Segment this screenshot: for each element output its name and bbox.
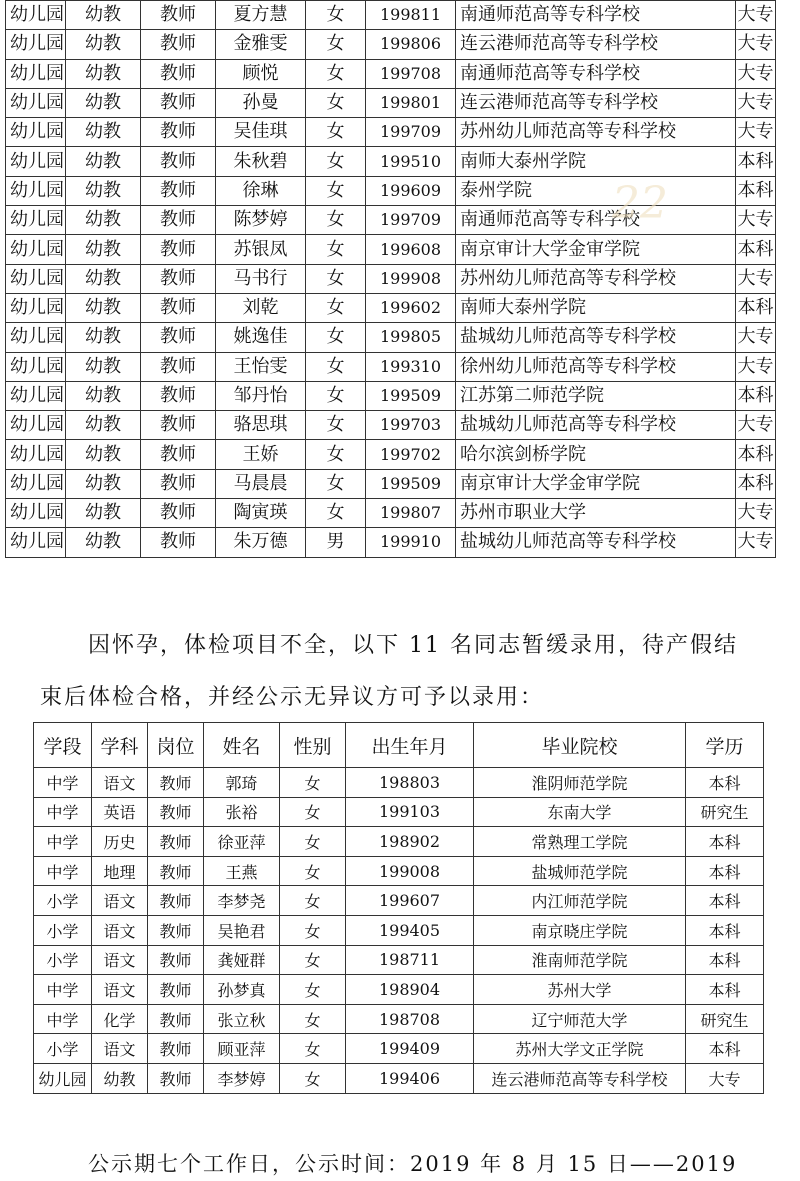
table-cell: 女 bbox=[306, 1, 366, 30]
table-cell: 小学 bbox=[34, 945, 92, 975]
table-cell: 198708 bbox=[346, 1004, 474, 1034]
table-cell: 大专 bbox=[736, 264, 776, 293]
table-cell: 女 bbox=[306, 264, 366, 293]
table-row bbox=[34, 768, 764, 798]
table-cell: 女 bbox=[306, 176, 366, 205]
table-cell: 大专 bbox=[686, 1063, 764, 1093]
table-cell: 199805 bbox=[366, 323, 456, 352]
table-row bbox=[6, 381, 776, 410]
table-cell: 本科 bbox=[686, 856, 764, 886]
table-row bbox=[6, 469, 776, 498]
table-cell: 本科 bbox=[686, 768, 764, 798]
table-cell: 女 bbox=[306, 411, 366, 440]
column-header: 出生年月 bbox=[346, 723, 474, 768]
table-cell: 大专 bbox=[736, 59, 776, 88]
table-cell: 顾悦 bbox=[216, 59, 306, 88]
table-row bbox=[34, 945, 764, 975]
table-cell: 女 bbox=[306, 235, 366, 264]
table-row bbox=[6, 88, 776, 117]
table-cell: 199801 bbox=[366, 88, 456, 117]
table-cell: 教师 bbox=[148, 915, 204, 945]
table-cell: 199509 bbox=[366, 381, 456, 410]
notice-line-1: 因怀孕，体检项目不全，以下 11 名同志暂缓录用，待产假结 bbox=[88, 633, 738, 658]
table-cell: 女 bbox=[280, 1034, 346, 1064]
table-cell: 男 bbox=[306, 528, 366, 557]
table-cell: 语文 bbox=[92, 1034, 148, 1064]
table-cell: 女 bbox=[306, 293, 366, 322]
table-row bbox=[34, 827, 764, 857]
table-cell: 教师 bbox=[141, 30, 216, 59]
table-cell: 中学 bbox=[34, 975, 92, 1005]
table-cell: 郭琦 bbox=[204, 768, 280, 798]
table-cell: 本科 bbox=[736, 381, 776, 410]
table-cell: 教师 bbox=[148, 1034, 204, 1064]
table-cell: 199609 bbox=[366, 176, 456, 205]
table-cell: 孙曼 bbox=[216, 88, 306, 117]
table-cell: 199702 bbox=[366, 440, 456, 469]
table-cell: 中学 bbox=[34, 827, 92, 857]
table-cell: 幼教 bbox=[66, 176, 141, 205]
table-cell: 女 bbox=[280, 915, 346, 945]
table-cell: 幼教 bbox=[66, 528, 141, 557]
table-cell: 198902 bbox=[346, 827, 474, 857]
table-cell: 小学 bbox=[34, 1034, 92, 1064]
table-cell: 女 bbox=[280, 856, 346, 886]
table-cell: 教师 bbox=[141, 88, 216, 117]
table-cell: 女 bbox=[306, 59, 366, 88]
table-cell: 198904 bbox=[346, 975, 474, 1005]
table-cell: 教师 bbox=[141, 499, 216, 528]
table-cell: 南京审计大学金审学院 bbox=[456, 235, 736, 264]
table-cell: 教师 bbox=[141, 147, 216, 176]
table-cell: 女 bbox=[306, 469, 366, 498]
table-cell: 大专 bbox=[736, 88, 776, 117]
table-cell: 江苏第二师范学院 bbox=[456, 381, 736, 410]
table-cell: 地理 bbox=[92, 856, 148, 886]
table-cell: 199608 bbox=[366, 235, 456, 264]
table-row bbox=[6, 440, 776, 469]
table-row bbox=[34, 886, 764, 916]
table-cell: 幼教 bbox=[66, 381, 141, 410]
table-cell: 199811 bbox=[366, 1, 456, 30]
table-cell: 吴佳琪 bbox=[216, 118, 306, 147]
table-cell: 幼儿园 bbox=[6, 30, 66, 59]
table-cell: 199008 bbox=[346, 856, 474, 886]
table-cell: 历史 bbox=[92, 827, 148, 857]
table-row bbox=[6, 59, 776, 88]
table-cell: 淮南师范学院 bbox=[474, 945, 686, 975]
table-cell: 199703 bbox=[366, 411, 456, 440]
table-row bbox=[6, 118, 776, 147]
table-cell: 199310 bbox=[366, 352, 456, 381]
table-row bbox=[34, 915, 764, 945]
table-cell: 幼儿园 bbox=[6, 59, 66, 88]
top-table bbox=[5, 0, 776, 558]
table-cell: 幼儿园 bbox=[6, 528, 66, 557]
table-cell: 幼教 bbox=[66, 206, 141, 235]
table-cell: 语文 bbox=[92, 768, 148, 798]
table-cell: 教师 bbox=[148, 797, 204, 827]
table-cell: 教师 bbox=[141, 440, 216, 469]
table-cell: 女 bbox=[280, 1063, 346, 1093]
table-cell: 李梦婷 bbox=[204, 1063, 280, 1093]
table-cell: 本科 bbox=[686, 827, 764, 857]
table-cell: 本科 bbox=[686, 975, 764, 1005]
table-cell: 198711 bbox=[346, 945, 474, 975]
table-cell: 幼教 bbox=[66, 499, 141, 528]
table-cell: 幼教 bbox=[66, 88, 141, 117]
table-cell: 女 bbox=[306, 118, 366, 147]
table-cell: 女 bbox=[306, 323, 366, 352]
table-cell: 苏州市职业大学 bbox=[456, 499, 736, 528]
table-row bbox=[34, 1063, 764, 1093]
table-cell: 教师 bbox=[141, 528, 216, 557]
notice-line-2: 束后体检合格，并经公示无异议方可予以录用： bbox=[40, 685, 545, 710]
table-row bbox=[34, 1004, 764, 1034]
table-cell: 教师 bbox=[141, 1, 216, 30]
table-cell: 大专 bbox=[736, 30, 776, 59]
table-cell: 刘乾 bbox=[216, 293, 306, 322]
table-cell: 教师 bbox=[148, 768, 204, 798]
table-cell: 教师 bbox=[148, 975, 204, 1005]
table-cell: 幼儿园 bbox=[6, 293, 66, 322]
table-row bbox=[6, 30, 776, 59]
table-cell: 南京审计大学金审学院 bbox=[456, 469, 736, 498]
table-cell: 本科 bbox=[736, 235, 776, 264]
table-cell: 王娇 bbox=[216, 440, 306, 469]
table-row bbox=[6, 1, 776, 30]
table-cell: 研究生 bbox=[686, 1004, 764, 1034]
table-cell: 幼教 bbox=[66, 469, 141, 498]
table-cell: 幼教 bbox=[66, 147, 141, 176]
top-table-body bbox=[6, 1, 776, 558]
table-cell: 幼教 bbox=[66, 293, 141, 322]
table-cell: 辽宁师范大学 bbox=[474, 1004, 686, 1034]
table-row bbox=[6, 147, 776, 176]
table-cell: 苏银凤 bbox=[216, 235, 306, 264]
table-cell: 幼教 bbox=[66, 323, 141, 352]
table-cell: 盐城幼儿师范高等专科学校 bbox=[456, 528, 736, 557]
table-cell: 199607 bbox=[346, 886, 474, 916]
table-cell: 199406 bbox=[346, 1063, 474, 1093]
table-cell: 金雅雯 bbox=[216, 30, 306, 59]
table-cell: 苏州大学 bbox=[474, 975, 686, 1005]
table-cell: 教师 bbox=[148, 827, 204, 857]
table-cell: 199910 bbox=[366, 528, 456, 557]
table-cell: 吴艳君 bbox=[204, 915, 280, 945]
table-cell: 199708 bbox=[366, 59, 456, 88]
table-cell: 幼儿园 bbox=[6, 176, 66, 205]
table-cell: 本科 bbox=[686, 886, 764, 916]
table-cell: 中学 bbox=[34, 797, 92, 827]
table-cell: 199908 bbox=[366, 264, 456, 293]
table-cell: 教师 bbox=[141, 411, 216, 440]
column-header: 学段 bbox=[34, 723, 92, 768]
table-cell: 哈尔滨剑桥学院 bbox=[456, 440, 736, 469]
table-cell: 教师 bbox=[148, 1004, 204, 1034]
table-cell: 199807 bbox=[366, 499, 456, 528]
table-cell: 本科 bbox=[736, 293, 776, 322]
table-cell: 苏州大学文正学院 bbox=[474, 1034, 686, 1064]
table-cell: 陶寅瑛 bbox=[216, 499, 306, 528]
table-cell: 徐亚萍 bbox=[204, 827, 280, 857]
table-row bbox=[34, 856, 764, 886]
table-cell: 教师 bbox=[141, 293, 216, 322]
table-cell: 泰州学院 bbox=[456, 176, 736, 205]
table-cell: 199409 bbox=[346, 1034, 474, 1064]
table-cell: 女 bbox=[306, 206, 366, 235]
table-cell: 幼儿园 bbox=[6, 381, 66, 410]
table-cell: 女 bbox=[306, 88, 366, 117]
table-cell: 常熟理工学院 bbox=[474, 827, 686, 857]
table-row bbox=[6, 352, 776, 381]
table-cell: 教师 bbox=[141, 352, 216, 381]
table-cell: 教师 bbox=[141, 59, 216, 88]
deferred-table-body bbox=[34, 768, 764, 1094]
table-cell: 幼儿园 bbox=[6, 88, 66, 117]
table-cell: 语文 bbox=[92, 975, 148, 1005]
table-cell: 徐琳 bbox=[216, 176, 306, 205]
table-cell: 大专 bbox=[736, 528, 776, 557]
table-cell: 199806 bbox=[366, 30, 456, 59]
table-cell: 龚娅群 bbox=[204, 945, 280, 975]
table-cell: 幼教 bbox=[66, 440, 141, 469]
table-cell: 教师 bbox=[148, 1063, 204, 1093]
table-row bbox=[6, 411, 776, 440]
column-header: 姓名 bbox=[204, 723, 280, 768]
table-cell: 大专 bbox=[736, 411, 776, 440]
column-header: 毕业院校 bbox=[474, 723, 686, 768]
table-cell: 连云港师范高等专科学校 bbox=[456, 88, 736, 117]
table-cell: 幼儿园 bbox=[6, 411, 66, 440]
table-cell: 东南大学 bbox=[474, 797, 686, 827]
table-row bbox=[34, 797, 764, 827]
table-cell: 化学 bbox=[92, 1004, 148, 1034]
table-cell: 南通师范高等专科学校 bbox=[456, 1, 736, 30]
table-cell: 本科 bbox=[686, 1034, 764, 1064]
table-cell: 南师大泰州学院 bbox=[456, 147, 736, 176]
table-cell: 王怡雯 bbox=[216, 352, 306, 381]
table-cell: 王燕 bbox=[204, 856, 280, 886]
table-cell: 中学 bbox=[34, 856, 92, 886]
table-row bbox=[6, 499, 776, 528]
table-cell: 女 bbox=[306, 352, 366, 381]
table-cell: 女 bbox=[306, 440, 366, 469]
table-cell: 中学 bbox=[34, 1004, 92, 1034]
table-cell: 幼教 bbox=[66, 411, 141, 440]
column-header: 学科 bbox=[92, 723, 148, 768]
table-cell: 幼儿园 bbox=[6, 235, 66, 264]
table-cell: 徐州幼儿师范高等专科学校 bbox=[456, 352, 736, 381]
table-cell: 小学 bbox=[34, 886, 92, 916]
table-cell: 英语 bbox=[92, 797, 148, 827]
table-row bbox=[34, 975, 764, 1005]
table-cell: 教师 bbox=[141, 469, 216, 498]
table-cell: 幼儿园 bbox=[6, 469, 66, 498]
table-cell: 幼教 bbox=[66, 30, 141, 59]
table-cell: 南通师范高等专科学校 bbox=[456, 206, 736, 235]
table-cell: 大专 bbox=[736, 352, 776, 381]
table-cell: 教师 bbox=[141, 176, 216, 205]
table-cell: 教师 bbox=[141, 206, 216, 235]
table-cell: 马书行 bbox=[216, 264, 306, 293]
table-cell: 198803 bbox=[346, 768, 474, 798]
column-header: 学历 bbox=[686, 723, 764, 768]
table-cell: 南京晓庄学院 bbox=[474, 915, 686, 945]
table-cell: 朱秋碧 bbox=[216, 147, 306, 176]
table-cell: 199510 bbox=[366, 147, 456, 176]
table-cell: 朱万德 bbox=[216, 528, 306, 557]
table-cell: 盐城幼儿师范高等专科学校 bbox=[456, 323, 736, 352]
table-cell: 女 bbox=[306, 30, 366, 59]
table-cell: 教师 bbox=[148, 886, 204, 916]
table-cell: 邹丹怡 bbox=[216, 381, 306, 410]
table-cell: 苏州幼儿师范高等专科学校 bbox=[456, 264, 736, 293]
table-cell: 幼儿园 bbox=[6, 440, 66, 469]
column-header: 性别 bbox=[280, 723, 346, 768]
table-cell: 孙梦真 bbox=[204, 975, 280, 1005]
table-row bbox=[6, 293, 776, 322]
table-cell: 本科 bbox=[686, 945, 764, 975]
table-cell: 女 bbox=[306, 381, 366, 410]
table-cell: 教师 bbox=[141, 323, 216, 352]
table-cell: 女 bbox=[280, 886, 346, 916]
table-cell: 199709 bbox=[366, 206, 456, 235]
table-cell: 盐城幼儿师范高等专科学校 bbox=[456, 411, 736, 440]
table-row bbox=[6, 528, 776, 557]
table-cell: 幼儿园 bbox=[6, 1, 66, 30]
table-cell: 语文 bbox=[92, 886, 148, 916]
table-cell: 幼教 bbox=[66, 118, 141, 147]
table-cell: 淮阴师范学院 bbox=[474, 768, 686, 798]
table-cell: 199509 bbox=[366, 469, 456, 498]
table-cell: 连云港师范高等专科学校 bbox=[456, 30, 736, 59]
table-cell: 大专 bbox=[736, 1, 776, 30]
table-cell: 本科 bbox=[736, 147, 776, 176]
table-cell: 女 bbox=[280, 827, 346, 857]
table-cell: 教师 bbox=[141, 235, 216, 264]
table-cell: 幼儿园 bbox=[6, 206, 66, 235]
table-cell: 幼儿园 bbox=[6, 264, 66, 293]
deferred-table-header bbox=[34, 723, 764, 768]
table-cell: 幼教 bbox=[66, 1, 141, 30]
table-cell: 姚逸佳 bbox=[216, 323, 306, 352]
table-cell: 女 bbox=[306, 147, 366, 176]
table-cell: 夏方慧 bbox=[216, 1, 306, 30]
table-cell: 幼教 bbox=[66, 264, 141, 293]
table-cell: 幼儿园 bbox=[6, 323, 66, 352]
table-cell: 李梦尧 bbox=[204, 886, 280, 916]
table-row bbox=[6, 264, 776, 293]
table-cell: 研究生 bbox=[686, 797, 764, 827]
table-cell: 张裕 bbox=[204, 797, 280, 827]
table-cell: 大专 bbox=[736, 323, 776, 352]
table-cell: 199602 bbox=[366, 293, 456, 322]
table-cell: 幼教 bbox=[66, 59, 141, 88]
table-cell: 女 bbox=[306, 499, 366, 528]
table-cell: 女 bbox=[280, 768, 346, 798]
table-row bbox=[6, 323, 776, 352]
table-cell: 本科 bbox=[736, 176, 776, 205]
table-cell: 大专 bbox=[736, 499, 776, 528]
table-cell: 语文 bbox=[92, 945, 148, 975]
table-cell: 199103 bbox=[346, 797, 474, 827]
table-cell: 幼儿园 bbox=[6, 352, 66, 381]
table-cell: 大专 bbox=[736, 206, 776, 235]
footer-text: 公示期七个工作日，公示时间：2019 年 8 月 15 日——2019 bbox=[88, 1152, 738, 1176]
deferred-table bbox=[33, 722, 764, 1094]
table-cell: 内江师范学院 bbox=[474, 886, 686, 916]
table-cell: 苏州幼儿师范高等专科学校 bbox=[456, 118, 736, 147]
table-cell: 199709 bbox=[366, 118, 456, 147]
table-cell: 199405 bbox=[346, 915, 474, 945]
table-row bbox=[34, 1034, 764, 1064]
table-cell: 教师 bbox=[141, 118, 216, 147]
table-cell: 本科 bbox=[686, 915, 764, 945]
table-cell: 幼教 bbox=[66, 352, 141, 381]
table-cell: 教师 bbox=[141, 381, 216, 410]
table-cell: 张立秋 bbox=[204, 1004, 280, 1034]
table-cell: 幼儿园 bbox=[6, 147, 66, 176]
table-cell: 教师 bbox=[148, 945, 204, 975]
table-cell: 女 bbox=[280, 797, 346, 827]
table-cell: 小学 bbox=[34, 915, 92, 945]
table-cell: 马晨晨 bbox=[216, 469, 306, 498]
table-cell: 幼教 bbox=[92, 1063, 148, 1093]
table-cell: 语文 bbox=[92, 915, 148, 945]
table-cell: 盐城师范学院 bbox=[474, 856, 686, 886]
table-cell: 大专 bbox=[736, 118, 776, 147]
table-cell: 南师大泰州学院 bbox=[456, 293, 736, 322]
table-cell: 幼儿园 bbox=[6, 499, 66, 528]
table-cell: 幼儿园 bbox=[6, 118, 66, 147]
table-cell: 女 bbox=[280, 975, 346, 1005]
table-cell: 顾亚萍 bbox=[204, 1034, 280, 1064]
column-header: 岗位 bbox=[148, 723, 204, 768]
table-cell: 中学 bbox=[34, 768, 92, 798]
table-cell: 陈梦婷 bbox=[216, 206, 306, 235]
table-cell: 骆思琪 bbox=[216, 411, 306, 440]
table-cell: 南通师范高等专科学校 bbox=[456, 59, 736, 88]
table-cell: 本科 bbox=[736, 469, 776, 498]
table-cell: 女 bbox=[280, 1004, 346, 1034]
watermark: 22 bbox=[612, 178, 668, 229]
table-cell: 教师 bbox=[141, 264, 216, 293]
table-cell: 幼儿园 bbox=[34, 1063, 92, 1093]
table-cell: 连云港师范高等专科学校 bbox=[474, 1063, 686, 1093]
table-cell: 教师 bbox=[148, 856, 204, 886]
table-cell: 本科 bbox=[736, 440, 776, 469]
table-cell: 幼教 bbox=[66, 235, 141, 264]
table-cell: 女 bbox=[280, 945, 346, 975]
table-row bbox=[6, 235, 776, 264]
